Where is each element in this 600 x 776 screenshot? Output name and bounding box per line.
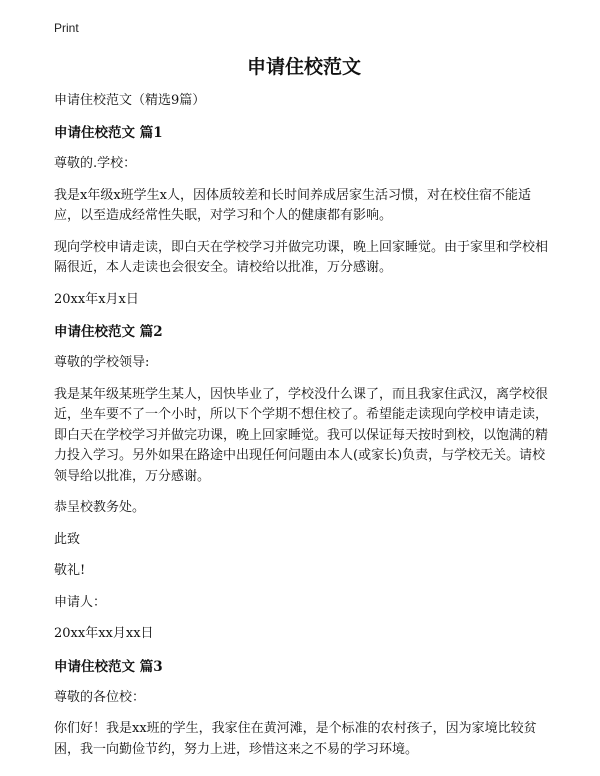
document-subtitle: 申请住校范文（精选9篇） (54, 93, 206, 108)
applicant-line: 申请人： (54, 594, 107, 610)
document-title: 申请住校范文 (246, 56, 361, 78)
date-line: 20xx年x月x日 (54, 291, 139, 307)
paragraph: 恭呈校教务处。 (54, 500, 146, 515)
closing-line: 敬礼! (54, 563, 86, 578)
document-body (54, 52, 554, 760)
paragraph: 现向学校申请走读，即白天在学校学习并做完功课，晚上回家睡觉。由于家里和学校相隔很近，本人走读也会很安全。请校给以批准，万分感谢。 (54, 239, 549, 275)
salutation: 尊敬的学校领导: (54, 355, 150, 370)
closing-line: 此致 (54, 531, 81, 547)
date-line: 20xx年xx月xx日 (54, 626, 154, 641)
salutation: 尊敬的.学校： (54, 156, 137, 171)
section-heading-1: 申请住校范文 篇1 (54, 125, 163, 141)
section-heading-3: 申请住校范文 篇3 (54, 658, 163, 675)
print-label: Print (54, 21, 79, 35)
paragraph: 我是某年级某班学生某人，因快毕业了，学校没什么课了，而且我家住武汉，离学校很近，坐车要不了一个小时，所以下个学期不想住校了。希望能走读现向学校申请走读，即白天在学校学习并做完功课，晚上回家睡觉。我可以保证每天按时到校，以饱满的精力投入学习。另外如果在路途中出现任何问题由本人(或家长)负责，与学校无关。请校领导给以批准，万分感谢。 (54, 386, 549, 484)
section-heading-2: 申请住校范文 篇2 (54, 324, 163, 340)
paragraph: 我是x年级x班学生x人，因体质较差和长时间养成居家生活习惯，对在校住宿不能适应，以至造成经常性失眠，对学习和个人的健康都有影响。 (54, 187, 531, 223)
salutation: 尊敬的各位校： (54, 689, 146, 705)
paragraph: 你们好！我是xx班的学生，我家住在黄河滩，是个标准的农村孩子，因为家境比较贫困，我一向勤俭节约，努力上进，珍惜这来之不易的学习环境。 (54, 721, 537, 757)
